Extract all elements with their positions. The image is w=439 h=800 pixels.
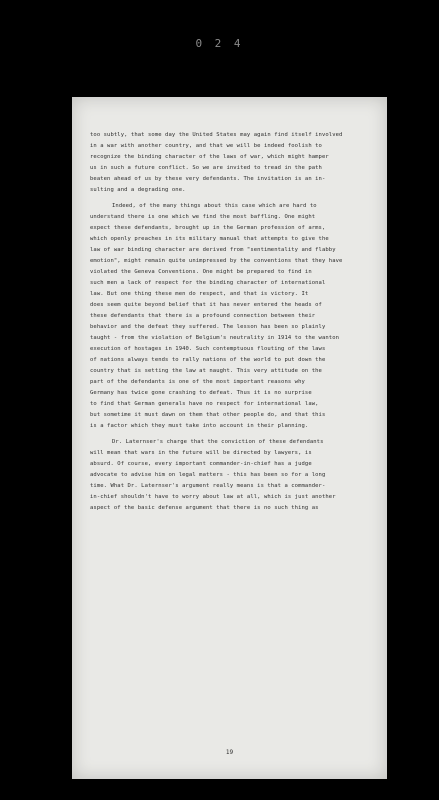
paragraph xyxy=(90,437,380,514)
text-line: part of the defendants is one of the most important reasons why xyxy=(90,379,305,385)
text-line: emotion", might remain quite unimpressed by the conventions that they have xyxy=(90,258,343,264)
text-line: in-chief shouldn't have to worry about law at all, which is just another xyxy=(90,494,336,500)
text-line: will mean that wars in the future will be directed by lawyers, is xyxy=(90,450,312,456)
text-line: such men a lack of respect for the binding character of international xyxy=(90,280,326,286)
text-line: of nations always tends to rally nations of the world to put down the xyxy=(90,357,326,363)
document-body xyxy=(90,130,380,514)
text-line: violated the Geneva Conventions. One might be prepared to find in xyxy=(90,269,312,275)
text-line: which openly preaches in its military manual that attempts to give the xyxy=(90,236,329,242)
text-line: Indeed, of the many things about this case which are hard to xyxy=(112,203,317,209)
text-line: behavior and the defeat they suffered. The lesson has been so plainly xyxy=(90,324,326,330)
text-line: time. What Dr. Laternser's argument really means is that a commander- xyxy=(90,483,326,489)
text-line: to find that German generals have no respect for international law, xyxy=(90,401,319,407)
text-line: expect these defendants, brought up in the German profession of arms, xyxy=(90,225,326,231)
text-line: us in such a future conflict. So we are invited to tread in the path xyxy=(90,165,322,171)
text-line: Germany has twice gone crashing to defeat. Thus it is no surprise xyxy=(90,390,312,396)
text-line: is a factor which they must take into account in their planning. xyxy=(90,423,309,429)
text-line: does seem quite beyond belief that it has never entered the heads of xyxy=(90,302,322,308)
text-line: country that is setting the law at naught. This very attitude on the xyxy=(90,368,322,374)
text-line: law of war binding character are derived from "sentimentality and flabby xyxy=(90,247,336,253)
text-line: understand there is one which we find the most baffling. One might xyxy=(90,214,316,220)
text-line: sulting and a degrading one. xyxy=(90,187,186,193)
paragraph xyxy=(90,130,380,196)
text-line: absurd. Of course, every important commander-in-chief has a judge xyxy=(90,461,312,467)
paragraph xyxy=(90,201,380,432)
text-line: Dr. Laternser's charge that the conviction of these defendants xyxy=(112,439,324,445)
text-line: law. But one thing these men do respect, and that is victory. It xyxy=(90,291,309,297)
text-line: in a war with another country, and that we will be indeed foolish to xyxy=(90,143,322,149)
text-line: taught - from the violation of Belgium's neutrality in 1914 to the wanton xyxy=(90,335,340,341)
text-line: advocate to advise him on legal matters - this has been so for a long xyxy=(90,472,326,478)
text-line: too subtly, that some day the United States may again find itself involved xyxy=(90,132,343,138)
text-line: beaten ahead of us by these very defendants. The invitation is an in- xyxy=(90,176,326,182)
page-number: 19 xyxy=(225,749,234,756)
text-line: execution of hostages in 1940. Such contemptuous flouting of the laws xyxy=(90,346,326,352)
text-line: aspect of the basic defense argument that there is no such thing as xyxy=(90,505,319,511)
text-line: but sometime it must dawn on them that other people do, and that this xyxy=(90,412,326,418)
text-line: these defendants that there is a profound connection between their xyxy=(90,313,316,319)
film-frame-number: 0 2 4 xyxy=(195,37,244,50)
document-page xyxy=(72,97,387,779)
text-line: recognize the binding character of the laws of war, which might hamper xyxy=(90,154,329,160)
